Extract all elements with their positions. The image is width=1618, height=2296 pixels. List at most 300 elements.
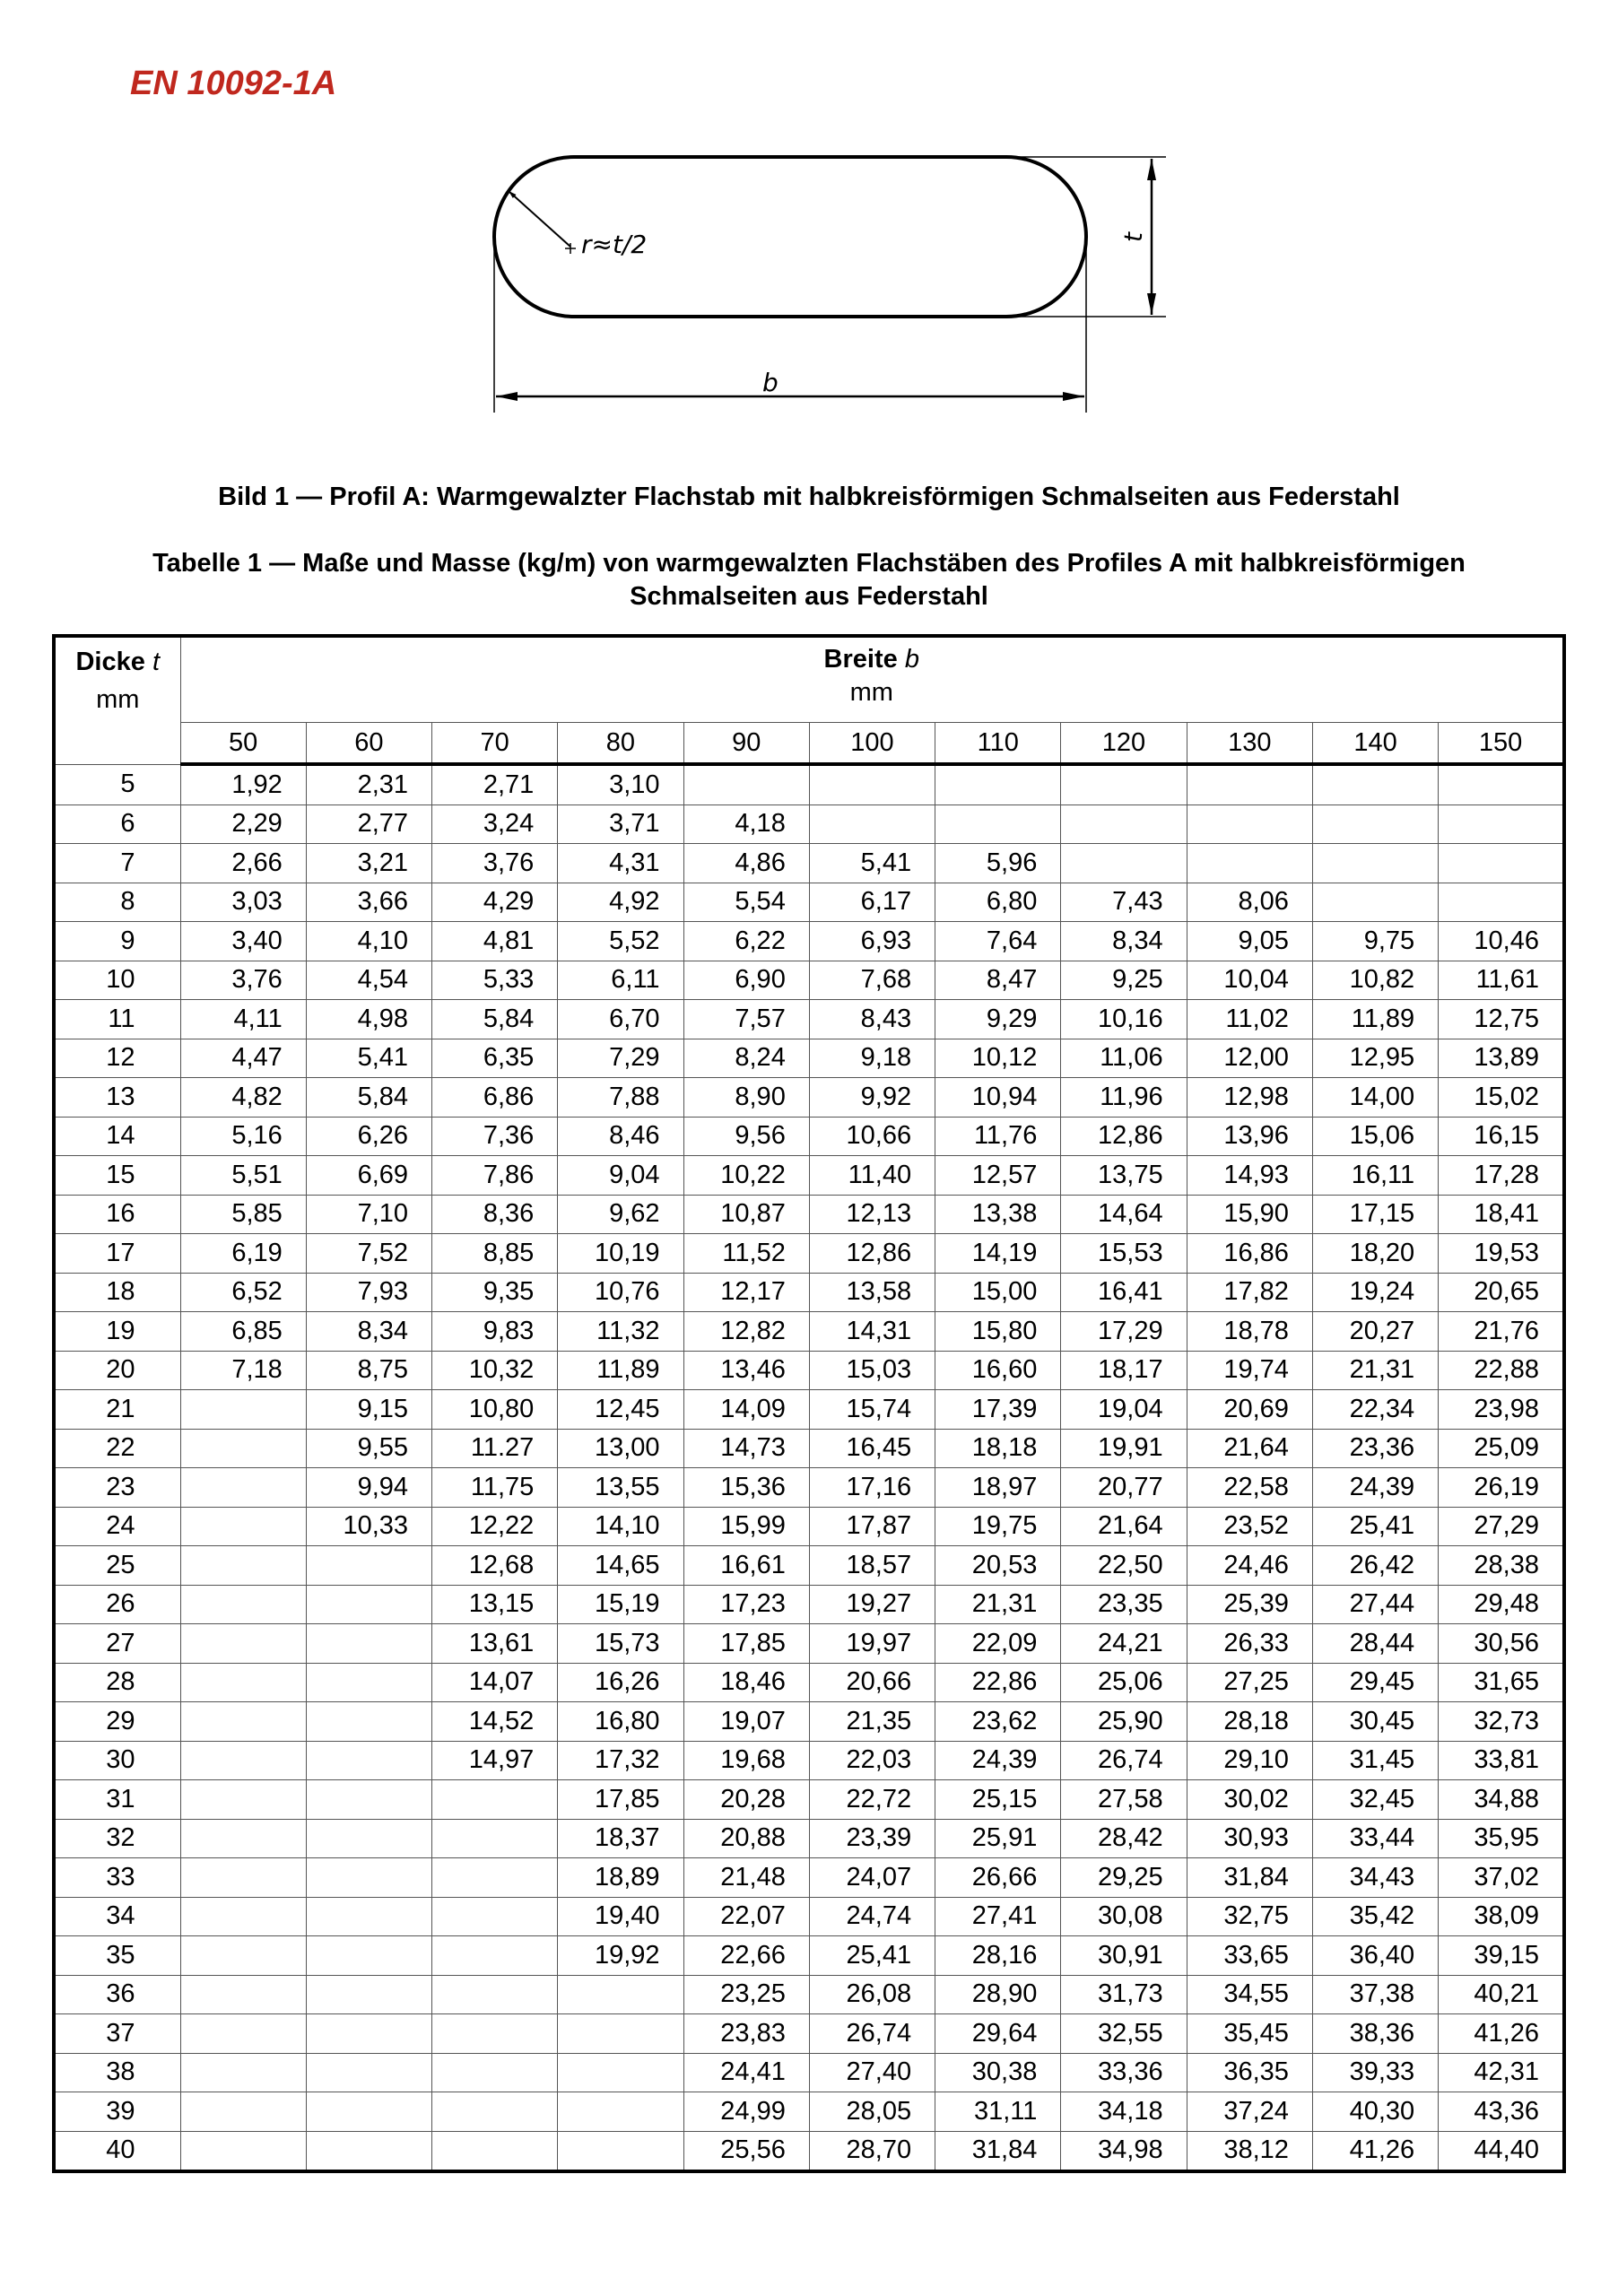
mass-cell: 11,02 bbox=[1187, 1000, 1312, 1039]
mass-cell: 33,81 bbox=[1439, 1741, 1564, 1780]
mass-cell: 26,33 bbox=[1187, 1624, 1312, 1664]
mass-cell: 7,29 bbox=[558, 1039, 683, 1078]
mass-cell: 44,40 bbox=[1439, 2131, 1564, 2171]
mass-cell: 17,29 bbox=[1061, 1312, 1187, 1352]
mass-cell: 7,86 bbox=[432, 1156, 558, 1196]
mass-cell bbox=[180, 1936, 306, 1976]
mass-cell: 21,76 bbox=[1439, 1312, 1564, 1352]
mass-cell: 17,85 bbox=[683, 1624, 809, 1664]
mass-cell: 6,85 bbox=[180, 1312, 306, 1352]
mass-cell: 13,61 bbox=[432, 1624, 558, 1664]
thickness-cell: 29 bbox=[54, 1702, 180, 1742]
mass-cell: 30,38 bbox=[935, 2053, 1061, 2092]
mass-cell bbox=[683, 764, 809, 804]
thickness-cell: 28 bbox=[54, 1663, 180, 1702]
mass-cell: 15,99 bbox=[683, 1507, 809, 1546]
mass-cell: 14,73 bbox=[683, 1429, 809, 1468]
thickness-cell: 33 bbox=[54, 1858, 180, 1898]
thickness-cell: 22 bbox=[54, 1429, 180, 1468]
mass-cell: 19,27 bbox=[809, 1585, 935, 1624]
mass-cell: 14,64 bbox=[1061, 1195, 1187, 1234]
mass-cell: 30,91 bbox=[1061, 1936, 1187, 1976]
mass-cell: 30,56 bbox=[1439, 1624, 1564, 1664]
mass-cell: 10,32 bbox=[432, 1351, 558, 1390]
width-label: b bbox=[762, 368, 779, 397]
mass-cell: 10,46 bbox=[1439, 922, 1564, 961]
mass-cell: 3,40 bbox=[180, 922, 306, 961]
mass-cell: 14,10 bbox=[558, 1507, 683, 1546]
mass-cell: 27,41 bbox=[935, 1897, 1061, 1936]
mass-cell: 17,23 bbox=[683, 1585, 809, 1624]
mass-cell: 17,15 bbox=[1312, 1195, 1438, 1234]
mass-cell: 18,46 bbox=[683, 1663, 809, 1702]
mass-cell: 16,60 bbox=[935, 1351, 1061, 1390]
table-row bbox=[54, 1741, 1564, 1780]
mass-cell: 30,93 bbox=[1187, 1819, 1312, 1858]
mass-cell: 5,41 bbox=[306, 1039, 431, 1078]
mass-cell: 24,46 bbox=[1187, 1546, 1312, 1586]
mass-cell: 5,16 bbox=[180, 1117, 306, 1156]
mass-cell bbox=[1439, 883, 1564, 922]
mass-cell: 19,24 bbox=[1312, 1273, 1438, 1312]
mass-cell: 25,91 bbox=[935, 1819, 1061, 1858]
mass-cell: 36,35 bbox=[1187, 2053, 1312, 2092]
mass-cell: 19,40 bbox=[558, 1897, 683, 1936]
mass-cell bbox=[180, 1858, 306, 1898]
mass-cell: 8,75 bbox=[306, 1351, 431, 1390]
width-header-symbol: b bbox=[904, 645, 919, 674]
mass-cell bbox=[180, 2014, 306, 2054]
mass-cell: 8,34 bbox=[306, 1312, 431, 1352]
mass-cell: 31,84 bbox=[935, 2131, 1061, 2171]
mass-cell: 28,70 bbox=[809, 2131, 935, 2171]
mass-cell: 14,09 bbox=[683, 1390, 809, 1430]
mass-cell: 9,25 bbox=[1061, 961, 1187, 1000]
mass-cell: 14,00 bbox=[1312, 1078, 1438, 1118]
table-row bbox=[54, 1273, 1564, 1312]
mass-cell bbox=[306, 1546, 431, 1586]
mass-cell: 41,26 bbox=[1312, 2131, 1438, 2171]
mass-cell: 11,40 bbox=[809, 1156, 935, 1196]
mass-cell bbox=[1312, 844, 1438, 883]
thickness-cell: 14 bbox=[54, 1117, 180, 1156]
mass-cell: 10,16 bbox=[1061, 1000, 1187, 1039]
table-caption bbox=[54, 547, 1564, 613]
table-row bbox=[54, 1585, 1564, 1624]
mass-cell: 22,86 bbox=[935, 1663, 1061, 1702]
mass-cell: 17,85 bbox=[558, 1780, 683, 1820]
mass-cell: 7,43 bbox=[1061, 883, 1187, 922]
mass-cell: 8,90 bbox=[683, 1078, 809, 1118]
mass-cell: 29,48 bbox=[1439, 1585, 1564, 1624]
mass-cell: 24,99 bbox=[683, 2092, 809, 2132]
thickness-cell: 26 bbox=[54, 1585, 180, 1624]
mass-cell: 6,19 bbox=[180, 1234, 306, 1274]
mass-cell bbox=[1061, 804, 1187, 844]
mass-cell: 2,66 bbox=[180, 844, 306, 883]
mass-cell bbox=[306, 1936, 431, 1976]
mass-cell: 11,96 bbox=[1061, 1078, 1187, 1118]
mass-cell: 10,94 bbox=[935, 1078, 1061, 1118]
mass-cell: 9,83 bbox=[432, 1312, 558, 1352]
mass-cell: 5,96 bbox=[935, 844, 1061, 883]
width-column-header: 100 bbox=[809, 723, 935, 765]
table-row bbox=[54, 1039, 1564, 1078]
mass-cell: 21,31 bbox=[935, 1585, 1061, 1624]
mass-cell bbox=[1439, 804, 1564, 844]
mass-cell: 6,35 bbox=[432, 1039, 558, 1078]
mass-cell bbox=[306, 2014, 431, 2054]
mass-cell: 32,75 bbox=[1187, 1897, 1312, 1936]
thickness-header bbox=[54, 636, 180, 764]
mass-cell: 2,29 bbox=[180, 804, 306, 844]
mass-cell: 9,15 bbox=[306, 1390, 431, 1430]
mass-cell: 22,72 bbox=[809, 1780, 935, 1820]
mass-cell: 3,76 bbox=[432, 844, 558, 883]
mass-cell: 11,61 bbox=[1439, 961, 1564, 1000]
mass-cell: 28,05 bbox=[809, 2092, 935, 2132]
mass-cell: 23,39 bbox=[809, 1819, 935, 1858]
width-column-header: 150 bbox=[1439, 723, 1564, 765]
mass-cell: 13,00 bbox=[558, 1429, 683, 1468]
mass-cell: 23,35 bbox=[1061, 1585, 1187, 1624]
mass-cell: 15,36 bbox=[683, 1468, 809, 1508]
mass-cell: 11.27 bbox=[432, 1429, 558, 1468]
mass-cell bbox=[1439, 844, 1564, 883]
table-row bbox=[54, 2131, 1564, 2171]
mass-cell: 19,53 bbox=[1439, 1234, 1564, 1274]
thickness-cell: 9 bbox=[54, 922, 180, 961]
mass-cell: 12,13 bbox=[809, 1195, 935, 1234]
mass-cell: 12,68 bbox=[432, 1546, 558, 1586]
mass-cell: 6,90 bbox=[683, 961, 809, 1000]
thickness-label: t bbox=[1118, 232, 1148, 242]
mass-cell: 22,09 bbox=[935, 1624, 1061, 1664]
table-row bbox=[54, 1468, 1564, 1508]
mass-cell: 4,82 bbox=[180, 1078, 306, 1118]
mass-cell: 30,45 bbox=[1312, 1702, 1438, 1742]
table-caption-line-2: Schmalseiten aus Federstahl bbox=[630, 582, 988, 611]
thickness-cell: 23 bbox=[54, 1468, 180, 1508]
mass-cell: 9,05 bbox=[1187, 922, 1312, 961]
mass-cell: 14,93 bbox=[1187, 1156, 1312, 1196]
mass-cell bbox=[306, 1975, 431, 2014]
mass-cell bbox=[306, 1624, 431, 1664]
mass-cell: 15,03 bbox=[809, 1351, 935, 1390]
mass-cell: 12,45 bbox=[558, 1390, 683, 1430]
mass-cell: 22,34 bbox=[1312, 1390, 1438, 1430]
mass-cell bbox=[180, 1663, 306, 1702]
table-row bbox=[54, 1663, 1564, 1702]
mass-cell: 13,58 bbox=[809, 1273, 935, 1312]
mass-cell: 11,89 bbox=[558, 1351, 683, 1390]
mass-cell: 10,33 bbox=[306, 1507, 431, 1546]
width-column-header: 130 bbox=[1187, 723, 1312, 765]
table-row bbox=[54, 1780, 1564, 1820]
thickness-cell: 10 bbox=[54, 961, 180, 1000]
mass-cell: 25,41 bbox=[809, 1936, 935, 1976]
mass-cell: 29,64 bbox=[935, 2014, 1061, 2054]
width-header-unit: mm bbox=[849, 678, 893, 707]
mass-cell: 21,31 bbox=[1312, 1351, 1438, 1390]
mass-cell: 23,25 bbox=[683, 1975, 809, 2014]
mass-cell: 16,15 bbox=[1439, 1117, 1564, 1156]
mass-cell: 6,17 bbox=[809, 883, 935, 922]
mass-cell: 20,53 bbox=[935, 1546, 1061, 1586]
width-header bbox=[180, 636, 1564, 723]
mass-cell: 14,31 bbox=[809, 1312, 935, 1352]
mass-cell: 23,83 bbox=[683, 2014, 809, 2054]
mass-cell: 24,39 bbox=[1312, 1468, 1438, 1508]
mass-cell: 20,65 bbox=[1439, 1273, 1564, 1312]
mass-cell bbox=[558, 1975, 683, 2014]
table-row bbox=[54, 1312, 1564, 1352]
table-body bbox=[54, 764, 1564, 2171]
mass-cell: 9,75 bbox=[1312, 922, 1438, 961]
mass-cell: 27,29 bbox=[1439, 1507, 1564, 1546]
table-row bbox=[54, 1429, 1564, 1468]
mass-cell: 4,10 bbox=[306, 922, 431, 961]
mass-cell: 35,45 bbox=[1187, 2014, 1312, 2054]
mass-cell bbox=[180, 1507, 306, 1546]
mass-cell: 26,19 bbox=[1439, 1468, 1564, 1508]
mass-cell: 19,04 bbox=[1061, 1390, 1187, 1430]
table-row bbox=[54, 1702, 1564, 1742]
mass-cell bbox=[1061, 764, 1187, 804]
table-row bbox=[54, 1351, 1564, 1390]
mass-cell: 13,15 bbox=[432, 1585, 558, 1624]
mass-cell: 3,71 bbox=[558, 804, 683, 844]
mass-cell: 7,52 bbox=[306, 1234, 431, 1274]
mass-cell: 22,50 bbox=[1061, 1546, 1187, 1586]
mass-cell: 34,18 bbox=[1061, 2092, 1187, 2132]
mass-cell bbox=[809, 804, 935, 844]
mass-cell bbox=[306, 2092, 431, 2132]
mass-cell: 9,04 bbox=[558, 1156, 683, 1196]
mass-cell: 17,39 bbox=[935, 1390, 1061, 1430]
table-row bbox=[54, 1234, 1564, 1274]
thickness-cell: 25 bbox=[54, 1546, 180, 1586]
thickness-cell: 39 bbox=[54, 2092, 180, 2132]
mass-cell: 9,94 bbox=[306, 1468, 431, 1508]
mass-cell bbox=[432, 1936, 558, 1976]
mass-cell: 28,44 bbox=[1312, 1624, 1438, 1664]
mass-cell: 22,66 bbox=[683, 1936, 809, 1976]
mass-cell: 9,55 bbox=[306, 1429, 431, 1468]
mass-cell: 5,52 bbox=[558, 922, 683, 961]
mass-cell: 6,69 bbox=[306, 1156, 431, 1196]
table-row bbox=[54, 1546, 1564, 1586]
mass-cell: 15,53 bbox=[1061, 1234, 1187, 1274]
mass-cell: 41,26 bbox=[1439, 2014, 1564, 2054]
radius-label: r≈t/2 bbox=[581, 230, 648, 259]
mass-cell bbox=[306, 1858, 431, 1898]
mass-cell: 24,39 bbox=[935, 1741, 1061, 1780]
mass-cell: 5,41 bbox=[809, 844, 935, 883]
mass-cell: 20,88 bbox=[683, 1819, 809, 1858]
mass-cell: 25,09 bbox=[1439, 1429, 1564, 1468]
mass-cell bbox=[180, 1429, 306, 1468]
mass-cell bbox=[180, 1390, 306, 1430]
mass-cell bbox=[432, 2092, 558, 2132]
mass-cell: 15,90 bbox=[1187, 1195, 1312, 1234]
mass-cell bbox=[432, 1819, 558, 1858]
mass-cell: 14,65 bbox=[558, 1546, 683, 1586]
mass-cell: 3,10 bbox=[558, 764, 683, 804]
mass-cell: 8,85 bbox=[432, 1234, 558, 1274]
table-row bbox=[54, 1936, 1564, 1976]
mass-cell: 11,89 bbox=[1312, 1000, 1438, 1039]
mass-cell: 17,32 bbox=[558, 1741, 683, 1780]
mass-cell: 15,74 bbox=[809, 1390, 935, 1430]
table-caption-line-1: Tabelle 1 — Maße und Masse (kg/m) von warmgewalzten Flachstäben des Profiles A mit halbkreisförmigen bbox=[152, 549, 1466, 578]
mass-cell: 10,04 bbox=[1187, 961, 1312, 1000]
mass-cell: 23,36 bbox=[1312, 1429, 1438, 1468]
mass-cell: 31,45 bbox=[1312, 1741, 1438, 1780]
thickness-cell: 30 bbox=[54, 1741, 180, 1780]
thickness-cell: 21 bbox=[54, 1390, 180, 1430]
mass-cell: 6,93 bbox=[809, 922, 935, 961]
mass-cell: 26,74 bbox=[809, 2014, 935, 2054]
table-row bbox=[54, 1078, 1564, 1118]
mass-cell: 39,15 bbox=[1439, 1936, 1564, 1976]
table-row bbox=[54, 1975, 1564, 2014]
mass-cell: 28,16 bbox=[935, 1936, 1061, 1976]
mass-cell: 25,90 bbox=[1061, 1702, 1187, 1742]
mass-cell: 21,48 bbox=[683, 1858, 809, 1898]
mass-cell bbox=[180, 1702, 306, 1742]
thickness-cell: 20 bbox=[54, 1351, 180, 1390]
mass-cell: 15,80 bbox=[935, 1312, 1061, 1352]
mass-cell: 8,34 bbox=[1061, 922, 1187, 961]
mass-cell bbox=[1187, 844, 1312, 883]
table-row bbox=[54, 922, 1564, 961]
mass-cell: 3,03 bbox=[180, 883, 306, 922]
thickness-cell: 27 bbox=[54, 1624, 180, 1664]
mass-cell: 33,44 bbox=[1312, 1819, 1438, 1858]
mass-cell: 10,22 bbox=[683, 1156, 809, 1196]
width-column-header: 90 bbox=[683, 723, 809, 765]
mass-cell: 13,89 bbox=[1439, 1039, 1564, 1078]
mass-cell: 18,37 bbox=[558, 1819, 683, 1858]
mass-cell: 28,90 bbox=[935, 1975, 1061, 2014]
mass-cell: 19,91 bbox=[1061, 1429, 1187, 1468]
mass-cell: 20,28 bbox=[683, 1780, 809, 1820]
mass-cell: 11,52 bbox=[683, 1234, 809, 1274]
mass-cell bbox=[306, 1819, 431, 1858]
thickness-cell: 11 bbox=[54, 1000, 180, 1039]
mass-cell: 2,31 bbox=[306, 764, 431, 804]
mass-cell: 7,68 bbox=[809, 961, 935, 1000]
mass-cell: 38,36 bbox=[1312, 2014, 1438, 2054]
mass-cell: 37,02 bbox=[1439, 1858, 1564, 1898]
mass-cell: 4,18 bbox=[683, 804, 809, 844]
thickness-header-label: Dicke bbox=[75, 648, 145, 676]
mass-cell: 14,19 bbox=[935, 1234, 1061, 1274]
mass-cell: 1,92 bbox=[180, 764, 306, 804]
mass-cell: 18,57 bbox=[809, 1546, 935, 1586]
mass-cell: 43,36 bbox=[1439, 2092, 1564, 2132]
mass-cell: 6,26 bbox=[306, 1117, 431, 1156]
thickness-cell: 37 bbox=[54, 2014, 180, 2054]
mass-cell: 19,92 bbox=[558, 1936, 683, 1976]
thickness-cell: 8 bbox=[54, 883, 180, 922]
thickness-cell: 5 bbox=[54, 764, 180, 804]
mass-cell bbox=[432, 2053, 558, 2092]
mass-cell bbox=[180, 1975, 306, 2014]
mass-cell: 2,77 bbox=[306, 804, 431, 844]
mass-cell bbox=[432, 2131, 558, 2171]
mass-cell bbox=[180, 1741, 306, 1780]
mass-cell: 6,70 bbox=[558, 1000, 683, 1039]
mass-cell: 12,75 bbox=[1439, 1000, 1564, 1039]
mass-cell: 16,41 bbox=[1061, 1273, 1187, 1312]
mass-cell: 21,64 bbox=[1187, 1429, 1312, 1468]
mass-cell: 9,29 bbox=[935, 1000, 1061, 1039]
table-row bbox=[54, 764, 1564, 804]
mass-cell bbox=[935, 764, 1061, 804]
mass-cell: 34,98 bbox=[1061, 2131, 1187, 2171]
table-row bbox=[54, 1117, 1564, 1156]
mass-cell: 19,68 bbox=[683, 1741, 809, 1780]
mass-cell: 16,26 bbox=[558, 1663, 683, 1702]
mass-cell: 25,56 bbox=[683, 2131, 809, 2171]
mass-cell: 30,08 bbox=[1061, 1897, 1187, 1936]
table-row bbox=[54, 804, 1564, 844]
mass-cell: 23,98 bbox=[1439, 1390, 1564, 1430]
profile-drawing bbox=[0, 0, 1618, 422]
mass-cell bbox=[180, 2053, 306, 2092]
mass-cell: 13,38 bbox=[935, 1195, 1061, 1234]
mass-cell: 11,06 bbox=[1061, 1039, 1187, 1078]
mass-cell bbox=[306, 1663, 431, 1702]
mass-cell: 13,55 bbox=[558, 1468, 683, 1508]
mass-cell: 37,38 bbox=[1312, 1975, 1438, 2014]
mass-cell: 12,17 bbox=[683, 1273, 809, 1312]
mass-cell: 19,75 bbox=[935, 1507, 1061, 1546]
mass-cell: 29,45 bbox=[1312, 1663, 1438, 1702]
mass-cell bbox=[558, 2131, 683, 2171]
mass-cell: 32,73 bbox=[1439, 1702, 1564, 1742]
mass-cell: 18,41 bbox=[1439, 1195, 1564, 1234]
mass-cell: 27,44 bbox=[1312, 1585, 1438, 1624]
mass-cell: 37,24 bbox=[1187, 2092, 1312, 2132]
mass-cell: 26,66 bbox=[935, 1858, 1061, 1898]
mass-cell: 34,43 bbox=[1312, 1858, 1438, 1898]
mass-cell bbox=[180, 1897, 306, 1936]
mass-cell: 9,18 bbox=[809, 1039, 935, 1078]
mass-cell bbox=[306, 1897, 431, 1936]
mass-cell: 32,45 bbox=[1312, 1780, 1438, 1820]
mass-cell: 2,71 bbox=[432, 764, 558, 804]
mass-cell: 6,22 bbox=[683, 922, 809, 961]
table-row bbox=[54, 2092, 1564, 2132]
mass-cell: 5,33 bbox=[432, 961, 558, 1000]
width-column-header: 70 bbox=[432, 723, 558, 765]
mass-cell: 8,46 bbox=[558, 1117, 683, 1156]
mass-cell: 29,25 bbox=[1061, 1858, 1187, 1898]
mass-cell: 5,85 bbox=[180, 1195, 306, 1234]
mass-cell bbox=[432, 1780, 558, 1820]
mass-cell: 5,51 bbox=[180, 1156, 306, 1196]
mass-cell: 15,73 bbox=[558, 1624, 683, 1664]
mass-cell: 4,31 bbox=[558, 844, 683, 883]
mass-cell: 10,66 bbox=[809, 1117, 935, 1156]
width-column-header: 140 bbox=[1312, 723, 1438, 765]
mass-cell: 35,42 bbox=[1312, 1897, 1438, 1936]
mass-cell: 29,10 bbox=[1187, 1741, 1312, 1780]
thickness-cell: 18 bbox=[54, 1273, 180, 1312]
